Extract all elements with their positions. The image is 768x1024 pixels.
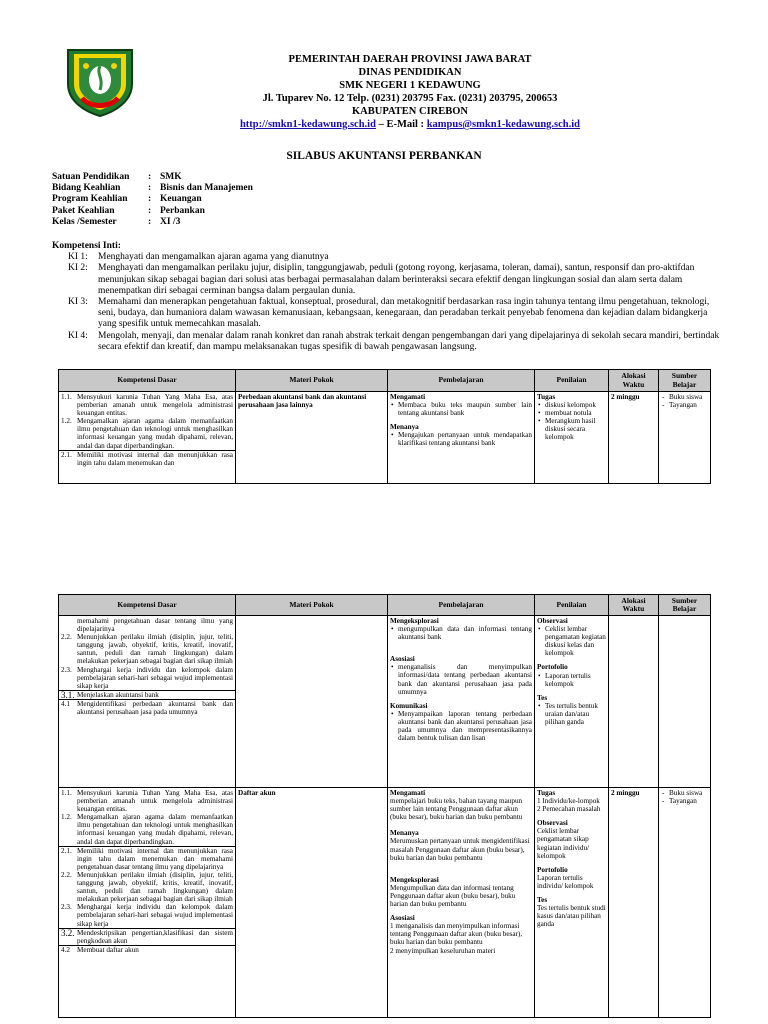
penilaian-cell <box>535 616 609 788</box>
materi-pokok-cell: Daftar akun <box>236 788 388 1018</box>
identity-row: Program Keahlian : Keuangan <box>52 194 202 205</box>
activity-item: • Menyampaikan laporan tentang perbedaan akuntansi bank dan akuntansi perusahaan jasa pada umumnya dan mempresentasikannya dalam bentuk tulisan dan lisan <box>398 710 532 742</box>
header-line3: SMK NEGERI 1 KEDAWUNG <box>339 80 481 91</box>
identity-key: Satuan Pendidikan <box>52 172 130 182</box>
identity-row: Bidang Keahlian : Bisnis dan Manajemen <box>52 183 253 194</box>
ki-label: KI 4: <box>68 330 88 341</box>
kd-text: Memiliki motivasi internal dan menunjukkan rasa ingin tahu dalam menemukan dan <box>77 450 233 467</box>
ki-text: Menghayati dan mengamalkan perilaku jujur, disiplin, tanggungjawab, peduli (gotong royong, kerjasama, toleran, damai), santun, responsif dan pro-aktifdan menunjukan sikap sebagai bagian dari solusi atas berbagai permasalahan dalam berinteraksi secara efektif dengan lingkungan sosial dan alam serta dalam menempatkan diri sebagai cerminan bangsa dalam pergaulan dunia. <box>98 263 695 296</box>
col-sumber-belajar: Sumber Belajar <box>659 370 711 392</box>
activity-heading: Mengamati <box>390 393 426 401</box>
activity-item: • mengumpulkan data dan informasi tentang akuntansi bank <box>398 625 532 641</box>
syllabus-table-1 <box>58 369 711 484</box>
activity-heading: Asosiasi <box>390 914 415 923</box>
assessment-item: • diskusi kelompok <box>545 401 606 409</box>
source-item: - Tayangan <box>669 797 708 805</box>
source-item: - Tayangan <box>669 401 708 409</box>
col-alokasi-waktu: Alokasi Waktu <box>609 370 659 392</box>
col-kompetensi-dasar: Kompetensi Dasar <box>59 595 236 616</box>
assessment-text: 1 Individu/ke-lompok 2 Pemecahan masalah <box>537 797 601 814</box>
assessment-text: Laporan tertulis individu/ kelompok <box>537 873 594 890</box>
assessment-item: • Laporan tertulis kelompok <box>545 672 606 688</box>
source-item: - Buku siswa <box>669 393 708 401</box>
col-materi-pokok: Materi Pokok <box>236 595 388 616</box>
alokasi-waktu-cell: 2 minggu <box>609 788 659 1018</box>
kd-number: 2.1. <box>61 846 72 855</box>
activity-item: • Mengajukan pertanyaan untuk mendapatkan klarifikasi tentang akuntansi bank <box>398 431 532 447</box>
col-penilaian: Penilaian <box>535 370 609 392</box>
kd-number: 3.2. <box>61 927 75 938</box>
identity-value: Keuangan <box>160 194 202 205</box>
activity-item: • Membaca buku teks maupun sumber lain tentang akuntansi bank <box>398 401 532 417</box>
assessment-heading: Tugas <box>537 393 556 401</box>
assessment-heading: Portofolio <box>537 865 568 874</box>
identity-block <box>52 172 253 228</box>
activity-text: Mengumpulkan data dan informasi tentang Penggunaan daftar akun (buku besar), buku harian dan buku pembantu <box>390 883 516 909</box>
email-link[interactable]: kampus@smkn1-kedawung.sch.id <box>426 119 581 130</box>
assessment-heading: Portofolio <box>537 663 568 672</box>
assessment-heading: Tes <box>537 896 548 905</box>
document-title: SILABUS AKUNTANSI PERBANKAN <box>286 150 482 162</box>
kd-number: 4.1 <box>61 699 70 708</box>
kd-text: Menunjukkan perilaku ilmiah (disiplin, jujur, teliti, tanggung jawab, obyektif, kritis, kreatif, inovatif, santun, peduli dan ramah lingkungan) dalam melakukan pekerjaan sebagai bagian dari sikap ilmiah <box>77 870 233 904</box>
kd-number: 2.3. <box>61 903 72 912</box>
kd-text: Menjelaskan akuntansi bank <box>77 690 159 699</box>
materi-pokok-cell <box>236 616 388 788</box>
identity-value: Bisnis dan Manajemen <box>160 183 253 194</box>
table-header-row <box>59 595 711 616</box>
ki-text: Menghayati dan mengamalkan ajaran agama yang dianutnya <box>98 252 329 263</box>
activity-heading: Mengeksplorasi <box>390 617 439 625</box>
sumber-belajar-cell <box>659 616 711 788</box>
header-line5: KABUPATEN CIREBON <box>352 106 468 117</box>
assessment-heading: Observasi <box>537 617 568 625</box>
header-line2: DINAS PENDIDIKAN <box>358 67 462 78</box>
kd-text: Menghargai kerja individu dan kelompok dalam pembelajaran sehari-hari sebagai wujud implementasi sikap kerja <box>77 665 233 690</box>
activity-heading: Asosiasi <box>390 655 415 664</box>
ki-heading: Kompetensi Inti: <box>52 241 121 251</box>
letterhead <box>150 53 670 131</box>
table-row <box>59 788 711 1018</box>
kd-cell <box>59 788 236 1018</box>
ki-label: KI 3: <box>68 297 88 308</box>
email-prefix: – E-Mail : <box>375 119 427 130</box>
activity-text: 1 menganalisis dan menyimpulkan informasi tentang Penggunaan daftar akun (buku besar), buku harian dan buku pembantu 2 menyimpulkan keseluruhan materi <box>390 922 523 955</box>
kd-number: 4.2 <box>61 945 70 954</box>
identity-row: Paket Keahlian : Perbankan <box>52 205 205 216</box>
ki-text: Mengolah, menyaji, dan menalar dalam ranah konkret dan ranah abstrak terkait dengan pengembangan dari yang dipelajarinya di sekolah secara mandiri, bertindak secara efektif dan kreatif, dan mampu melaksanakan tugas spesifik di bawah pengawasan langsung. <box>98 330 720 352</box>
kd-number: 2.2. <box>61 633 72 642</box>
activity-heading: Komunikasi <box>390 701 428 710</box>
assessment-item: • Merangkum hasil diskusi secara kelompok <box>545 417 606 441</box>
header-contact <box>150 118 670 131</box>
assessment-text: Tes tertulis bentuk studi kasus dan/atau pilihan ganda <box>537 904 606 929</box>
col-penilaian: Penilaian <box>535 595 609 616</box>
kd-number: 1.1. <box>61 393 72 401</box>
identity-row: Kelas /Semester : XI /3 <box>52 216 181 227</box>
kd-text: Mensyukuri karunia Tuhan Yang Maha Esa, atas pemberian amanah untuk mengelola administrasi keuangan entitas. <box>77 393 233 418</box>
penilaian-cell <box>535 788 609 1018</box>
col-pembelajaran: Pembelajaran <box>388 595 535 616</box>
kd-text: Mengidentifikasi perbedaan akuntansi bank dan akuntansi perusahaan jasa pada umumnya <box>77 699 233 717</box>
syllabus-table-2 <box>58 594 711 1018</box>
ki-label: KI 2: <box>68 263 88 274</box>
source-item: - Buku siswa <box>669 789 708 797</box>
col-materi-pokok: Materi Pokok <box>236 370 388 392</box>
identity-key: Program Keahlian <box>52 194 128 205</box>
kd-number: 2.1. <box>61 450 72 459</box>
kd-text: Mendeskripsikan pengertian,klasifikasi dan sistem pengkodean akun <box>77 928 233 945</box>
materi-pokok-cell: Perbedaan akuntansi bank dan akuntansi perusahaan jasa lainnya <box>236 392 388 484</box>
identity-value: Perbankan <box>160 205 205 216</box>
assessment-heading: Tes <box>537 693 548 702</box>
penilaian-cell <box>535 392 609 484</box>
header-line1: PEMERINTAH DAERAH PROVINSI JAWA BARAT <box>288 54 532 65</box>
alokasi-waktu-cell: 2 minggu <box>609 392 659 484</box>
activity-item: • menganalisis dan menyimpulkan informasi/data tentang perbedaan akuntansi bank dan akuntansi perusahaan jasa pada umumnya <box>398 663 532 695</box>
kd-text: Membuat daftar akun <box>77 945 139 954</box>
activity-heading: Menanya <box>390 423 419 432</box>
kd-text: Mensyukuri karunia Tuhan Yang Maha Esa, atas pemberian amanah untuk mengelola administrasi keuangan entitas. <box>77 789 233 814</box>
identity-value: XI /3 <box>160 216 181 227</box>
assessment-item: • Ceklist lembar pengamatan kegiatan diskusi kelas dan kelompok <box>545 625 606 657</box>
ki-text: Memahami dan menerapkan pengetahuan faktual, konseptual, prosedural, dan metakognitif berdasarkan rasa ingin tahunya tentang ilmu pengetahuan, teknologi, seni, budaya, dan humaniora dalam wawasan kemanusiaan, kebangsaan, kenegaraan, dan peradaban terkait penyebab fenomena dan kejadian dalam bidangkerja yang spesifik untuk memecahkan masalah. <box>98 297 710 330</box>
col-alokasi-waktu: Alokasi Waktu <box>609 595 659 616</box>
identity-key: Kelas /Semester <box>52 216 117 227</box>
activity-heading: Mengamati <box>390 789 426 797</box>
kd-cell <box>59 616 236 788</box>
col-pembelajaran: Pembelajaran <box>388 370 535 392</box>
ki-label: KI 1: <box>68 252 88 263</box>
assessment-item: • membuat notula <box>545 409 606 417</box>
website-link[interactable]: http://smkn1-kedawung.sch.id <box>239 119 376 130</box>
kd-number: 3.1. <box>61 689 75 700</box>
pembelajaran-cell <box>388 788 535 1018</box>
activity-heading: Menanya <box>390 829 419 838</box>
table-row <box>59 392 711 484</box>
header-address: Jl. Tuparev No. 12 Telp. (0231) 203795 Fax. (0231) 203795, 200653 <box>262 93 558 104</box>
provincial-logo <box>62 44 138 118</box>
table-header-row <box>59 370 711 392</box>
col-kompetensi-dasar: Kompetensi Dasar <box>59 370 236 392</box>
pembelajaran-cell <box>388 616 535 788</box>
assessment-heading: Observasi <box>537 819 568 828</box>
kd-text: Memiliki motivasi internal dan menunjukkan rasa ingin tahu dalam menemukan dan memahami pengetahuan dasar tentang ilmu yang dipelajarinya <box>77 846 233 871</box>
kd-text: memahami pengetahuan dasar tentang ilmu yang dipelajarinya <box>77 617 233 634</box>
identity-value: SMK <box>160 172 182 182</box>
kd-number: 1.1. <box>61 789 72 797</box>
kd-number: 1.2. <box>61 813 72 822</box>
assessment-item: • Tes tertulis bentuk uraian dan/atau pilihan ganda <box>545 702 606 726</box>
sumber-belajar-cell <box>659 788 711 1018</box>
activity-text: mempelajari buku teks, bahan tayang maupun sumber lain tentang Penggunaan daftar akun (buku besar), buku harian dan buku pembantu <box>390 797 523 822</box>
activity-text: Merumuskan pertanyaan untuk mengidentifikasi masalah Penggunaan daftar akun (buku besar), buku harian dan buku pembantu <box>390 837 530 862</box>
kd-cell <box>59 392 236 484</box>
table-row <box>59 616 711 788</box>
pembelajaran-cell <box>388 392 535 484</box>
col-sumber-belajar: Sumber Belajar <box>659 595 711 616</box>
sumber-belajar-cell <box>659 392 711 484</box>
kompetensi-inti <box>52 241 720 353</box>
alokasi-waktu-cell <box>609 616 659 788</box>
assessment-text: Ceklist lembar pengamatan sikap kegiatan individu/ kelompok <box>537 827 590 860</box>
kd-text: Menunjukkan perilaku ilmiah (disiplin, jujur, teliti, tanggung jawab, obyektif, kritis, kreatif, inovatif, santun, peduli dan ramah lingkungan) dalam melakukan pekerjaan sebagai bagian dari sikap ilmiah <box>77 633 233 666</box>
kd-number: 1.2. <box>61 417 72 426</box>
activity-heading: Mengeksplorasi <box>390 875 439 884</box>
kd-number: 2.2. <box>61 870 72 879</box>
assessment-heading: Tugas <box>537 789 556 797</box>
kd-text: Mengamalkan ajaran agama dalam memanfaatkan ilmu pengetahuan dan teknologi untuk menghasilkan informasi keuangan yang mudah dipahami, relevan, andal dan dapat diperbandingkan. <box>77 417 233 450</box>
kd-number: 2.3. <box>61 665 72 674</box>
identity-key: Paket Keahlian <box>52 205 115 216</box>
kd-text: Mengamalkan ajaran agama dalam memanfaatkan ilmu pengetahuan dan teknologi untuk menghasilkan informasi keuangan yang mudah dipahami, relevan, andal dan dapat diperbandingkan. <box>77 813 233 846</box>
kd-text: Menghargai kerja individu dan kelompok dalam pembelajaran sehari-hari sebagai wujud implementasi sikap kerja <box>77 903 233 928</box>
identity-key: Bidang Keahlian <box>52 183 121 194</box>
identity-row: Satuan Pendidikan : SMK <box>52 172 182 182</box>
